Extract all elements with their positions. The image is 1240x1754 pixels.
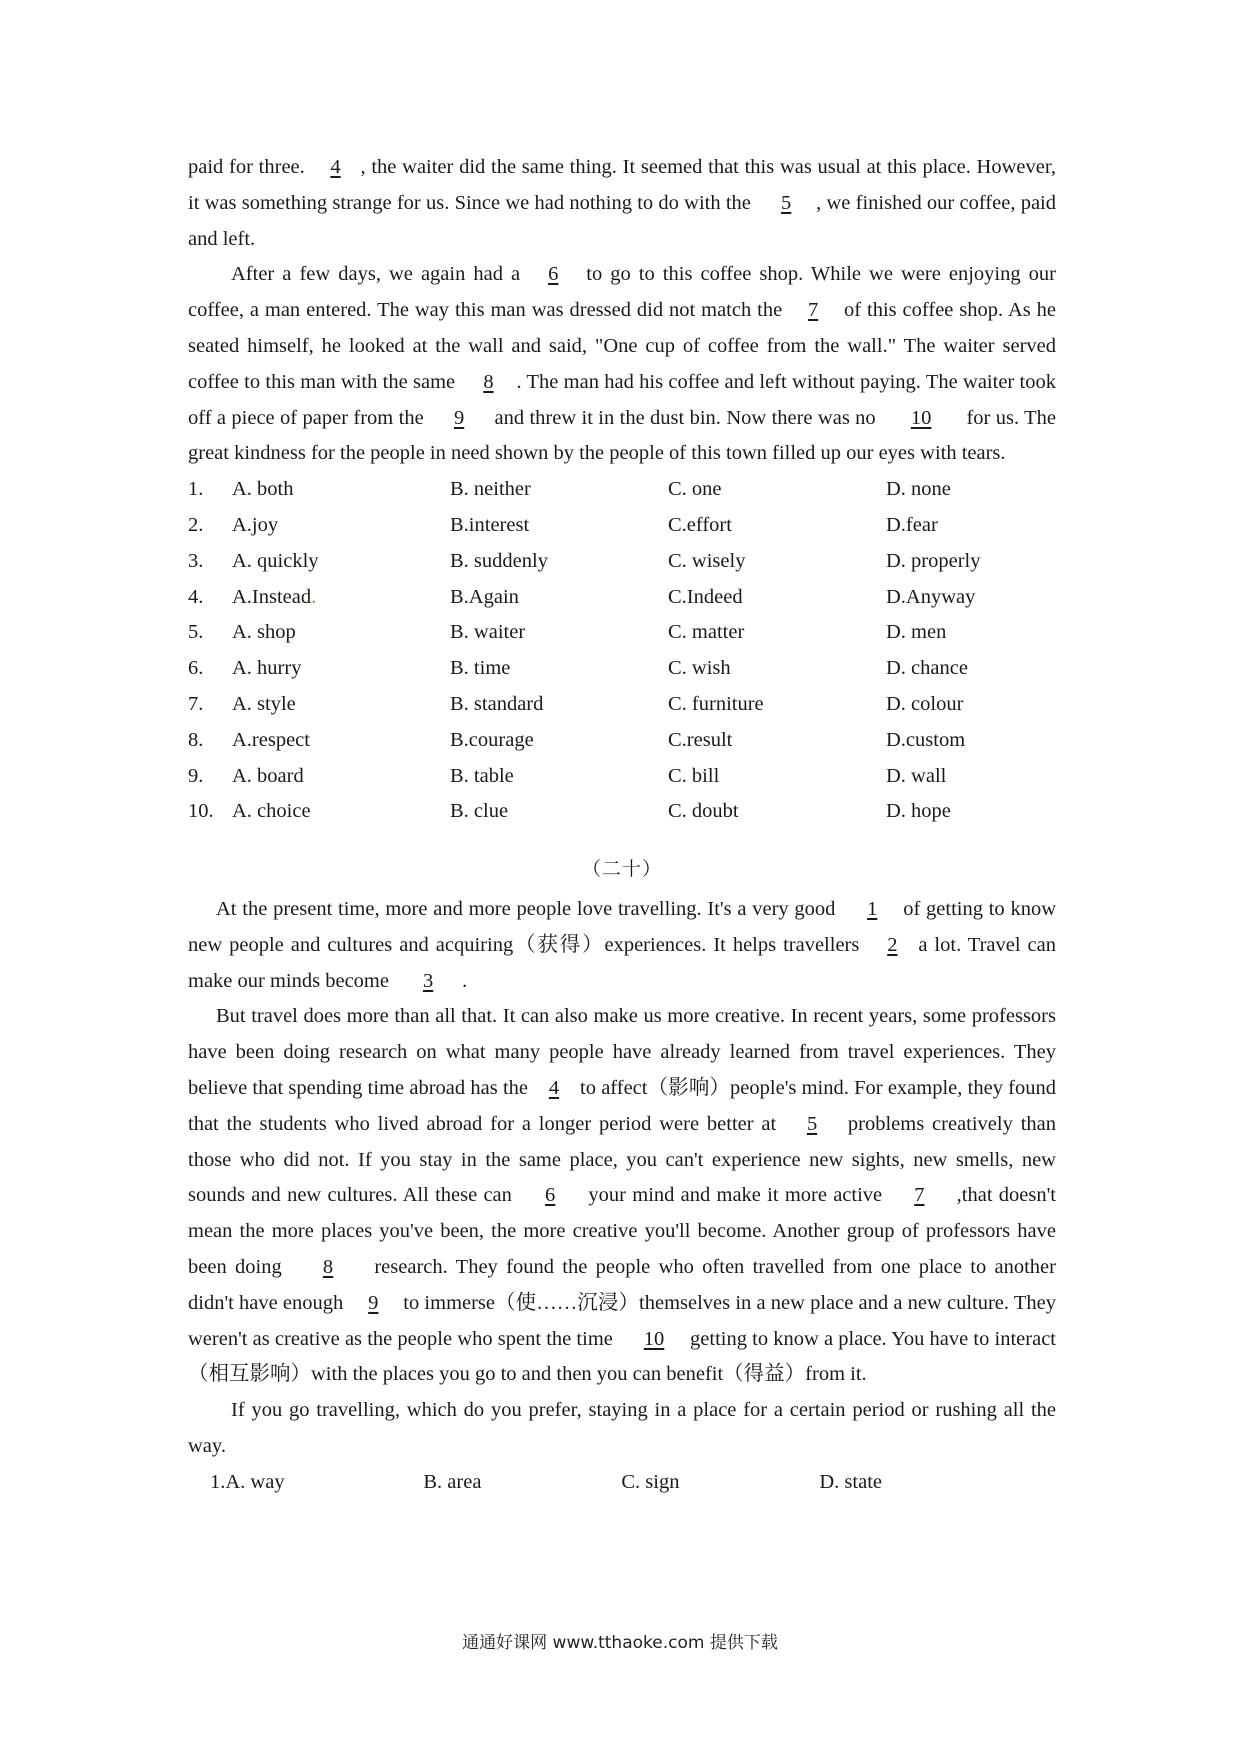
option-b: B. standard (450, 692, 544, 715)
option-c: C. doubt (668, 800, 739, 823)
option-a: A. choice (232, 800, 311, 823)
option-a-text: A.Instead (232, 585, 312, 608)
option-a: A. way (225, 1470, 285, 1493)
text-run: After a few days, we again had a (231, 263, 529, 286)
option-row (188, 615, 1056, 651)
question-number: 5. (188, 621, 204, 644)
text-run: But travel does more than all that. It can also make us more creative. In recent years, some professors have been doing research on what many people have already learned from travel experiences. They believe that spending time abroad has the (188, 1005, 1056, 1099)
passage2-option-row (188, 1465, 1056, 1501)
option-c: C.effort (668, 513, 732, 536)
option-a: A. both (232, 478, 294, 501)
option-a: A. style (232, 692, 296, 715)
option-d: D. hope (886, 800, 951, 823)
blank-9: 9 (368, 1291, 379, 1314)
blank-8: 8 (322, 1255, 334, 1278)
option-d: D. none (886, 478, 951, 501)
option-d: D. wall (886, 764, 947, 787)
option-b: B. table (450, 764, 514, 787)
question-number: 7. (188, 692, 204, 715)
text-run: problems creatively than those who did not. If you stay in the same place, you can't experience new sights, new smells, new sounds and new cultures. All these can (188, 1112, 1056, 1207)
option-row (188, 580, 1056, 616)
option-b: B. area (423, 1470, 482, 1493)
question-number: 2. (188, 513, 204, 536)
blank-4: 4 (548, 1076, 560, 1099)
option-a: A. board (232, 764, 304, 787)
question-number: 1. (188, 478, 204, 501)
option-row (188, 472, 1056, 508)
blank-7: 7 (807, 299, 819, 322)
passage2-paragraph-1 (188, 892, 1056, 999)
text-run: and threw it in the dust bin. Now there was no (489, 406, 882, 429)
option-b: B.interest (450, 513, 530, 536)
blank-10: 10 (643, 1327, 665, 1350)
option-row (188, 544, 1056, 580)
text-run: , we finished our coffee, paid and left. (188, 191, 1056, 250)
stray-mark: . (311, 585, 317, 608)
passage1-paragraph-1 (188, 150, 1056, 257)
text-run: . (462, 969, 468, 992)
text-run: , the waiter did the same thing. It seemed that this was usual at this place. However, it was something strange for us. Since we had nothing to do with the (188, 156, 1056, 214)
text-run: to affect（影响）people's mind. For example, they found that the students who lived abroad for a longer period were better at (188, 1076, 1057, 1135)
option-b: B.Again (450, 585, 519, 608)
option-d: D. men (886, 621, 947, 644)
option-c: C.Indeed (668, 585, 743, 608)
question-number: 10. (188, 800, 214, 823)
text-run: to go to this coffee shop. While we were enjoying our coffee, a man entered. The way this man was dressed did not match the (188, 263, 1056, 322)
section-title: （二十） (581, 858, 662, 881)
option-c: C. matter (668, 621, 745, 644)
text-run: ,that doesn't mean the more places you've been, the more creative you'll become. Another group of professors have been doing (188, 1184, 1056, 1278)
passage1-options (188, 472, 1056, 830)
option-row (188, 508, 1056, 544)
option-b: B. neither (450, 478, 531, 501)
passage2-paragraph-3: If you go travelling, which do you prefer, staying in a place for a certain period or rushing all the way. (188, 1399, 1056, 1457)
option-c: C. one (668, 478, 722, 501)
text-run: At the present time, more and more people love travelling. It's a very good (216, 897, 842, 920)
text-run: a lot. Travel can make our minds become (188, 933, 1056, 992)
blank-8: 8 (483, 370, 494, 393)
question-number: 6. (188, 657, 204, 680)
text-run: to immerse（使……沉浸）themselves in a new place and a new culture. They weren't as creative as the people who spent the time (188, 1291, 1056, 1350)
question-number: 9. (188, 764, 204, 787)
document-content (188, 150, 1056, 1500)
option-a: A. quickly (232, 549, 319, 572)
option-a (232, 580, 450, 616)
text-run: of this coffee shop. As he seated himself, he looked at the wall and said, "One cup of coffee from the wall." The waiter served coffee to this man with the same (188, 299, 1056, 393)
question-number: 3. (188, 549, 204, 572)
option-d: D. colour (886, 692, 964, 715)
question-number: 8. (188, 728, 204, 751)
option-d: D.custom (886, 728, 966, 751)
blank-5: 5 (781, 191, 792, 214)
blank-5: 5 (806, 1112, 818, 1135)
blank-4: 4 (330, 156, 341, 178)
passage1-paragraph-2 (188, 257, 1056, 472)
option-c: C. wish (668, 657, 731, 680)
option-a: A.joy (232, 513, 279, 536)
option-b: B. suddenly (450, 549, 548, 572)
option-row (188, 651, 1056, 687)
option-c: C. wisely (668, 549, 746, 572)
option-c: C. bill (668, 764, 720, 787)
option-d: D.Anyway (886, 585, 976, 608)
question-number: 1. (210, 1470, 226, 1493)
text-run: getting to know a place. You have to interact（相互影响）with the places you go to and then you can benefit（得益）from it. (188, 1327, 1056, 1386)
text-run: your mind and make it more active (582, 1184, 889, 1207)
text-run: . The man had his coffee and left without paying. The waiter took off a piece of paper from the (188, 370, 1056, 429)
option-c: C.result (668, 728, 733, 751)
option-b: B. clue (450, 800, 509, 823)
blank-1: 1 (867, 897, 878, 920)
option-row (188, 723, 1056, 759)
blank-7: 7 (914, 1184, 925, 1207)
blank-2: 2 (887, 933, 898, 956)
text-run: research. They found the people who often travelled from one place to another didn't have enough (188, 1255, 1056, 1314)
option-a: A. hurry (232, 657, 302, 680)
blank-9: 9 (453, 406, 465, 429)
blank-6: 6 (545, 1184, 556, 1207)
option-b: B. waiter (450, 621, 526, 644)
text-run: for us. The great kindness for the people in need shown by the people of this town filled up our eyes with tears. (188, 406, 1056, 465)
blank-10: 10 (910, 406, 932, 429)
option-row (188, 759, 1056, 795)
option-b: B. time (450, 657, 511, 680)
option-c: C. furniture (668, 692, 764, 715)
option-c: C. sign (621, 1470, 680, 1493)
option-row (188, 687, 1056, 723)
option-d: D. properly (886, 549, 981, 572)
text-run: of getting to know new people and cultures and acquiring（获得）experiences. It helps travellers (188, 897, 1056, 956)
option-d: D. state (819, 1470, 882, 1493)
option-a: A. shop (232, 621, 296, 644)
blank-3: 3 (422, 969, 434, 992)
page-footer: 通通好课网 www.tthaoke.com 提供下载 (462, 1633, 778, 1653)
text-run: paid for three. (188, 156, 311, 178)
option-d: D.fear (886, 513, 938, 536)
option-d: D. chance (886, 657, 968, 680)
blank-6: 6 (548, 263, 559, 286)
option-row (188, 794, 1056, 830)
question-number: 4. (188, 585, 204, 608)
passage2-paragraph-2 (188, 999, 1056, 1393)
option-b: B.courage (450, 728, 534, 751)
option-a: A.respect (232, 728, 310, 751)
